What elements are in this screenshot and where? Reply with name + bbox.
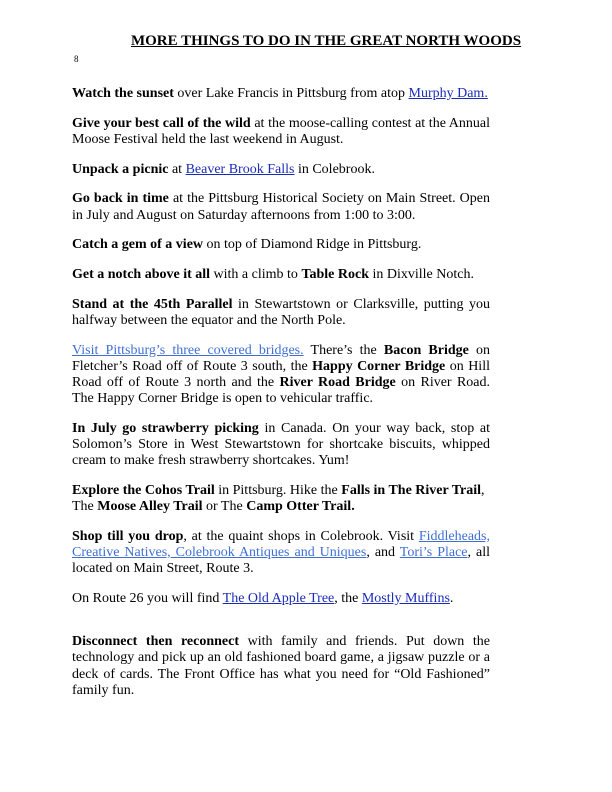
river-road-bridge-name: River Road Bridge xyxy=(279,374,396,390)
item-parallel xyxy=(72,297,490,329)
item-cohos xyxy=(72,483,490,515)
item-text: over Lake Francis in Pittsburg from atop xyxy=(173,86,409,101)
table-rock-name: Table Rock xyxy=(301,266,369,282)
item-text: in Colebrook. xyxy=(294,161,375,177)
item-lead: Watch the sunset xyxy=(72,86,174,101)
page-title: MORE THINGS TO DO IN THE GREAT NORTH WOODS xyxy=(130,33,522,49)
document-body xyxy=(72,86,490,712)
item-sunset xyxy=(72,86,490,102)
item-text: on top of Diamond Ridge in Pittsburg. xyxy=(203,237,422,253)
page-number: 8 xyxy=(74,54,79,64)
item-time xyxy=(72,191,490,223)
item-text: at xyxy=(168,161,186,177)
camp-otter-trail-name: Camp Otter Trail. xyxy=(246,499,355,515)
item-text: , The xyxy=(72,482,485,515)
item-lead: Explore the Cohos Trail xyxy=(72,482,215,498)
item-text: , at the quaint shops in Colebrook. Visit xyxy=(183,528,419,544)
item-disconnect xyxy=(72,634,490,699)
item-text: , the xyxy=(334,590,362,606)
item-bridges xyxy=(72,343,490,408)
item-picnic xyxy=(72,162,490,178)
bacon-bridge-name: Bacon Bridge xyxy=(383,342,469,358)
item-lead: Disconnect then reconnect xyxy=(72,634,239,650)
item-text: in Stewartstown or Clarksville, putting you halfway between the equator and the North Pole. xyxy=(72,296,490,328)
item-text: on River Road. The Happy Corner Bridge is open to vehicular traffic. xyxy=(72,374,490,407)
item-text: On Route 26 you will find xyxy=(72,590,223,606)
item-shop xyxy=(72,529,490,578)
item-text: in Canada. On your way back, stop at Solomon’s Store in West Stewartstown for shortcake biscuits, whipped cream to make fresh strawberry shortcakes. Yum! xyxy=(72,420,491,469)
falls-trail-name: Falls in The River Trail xyxy=(341,482,482,498)
item-lead: In July go strawberry picking xyxy=(72,420,259,436)
item-text: . xyxy=(449,590,454,606)
item-lead: Give your best call of the wild xyxy=(72,115,251,131)
item-route26 xyxy=(72,591,490,607)
happy-corner-bridge-name: Happy Corner Bridge xyxy=(312,358,446,374)
item-wild xyxy=(72,116,490,148)
item-lead: Get a notch above it all xyxy=(72,266,211,282)
item-lead: Shop till you drop xyxy=(72,528,184,544)
item-strawberry xyxy=(72,421,490,470)
murphy-dam-link[interactable]: Murphy Dam. xyxy=(408,86,488,101)
item-lead: Stand at the 45th Parallel xyxy=(72,296,233,312)
item-lead: Go back in time xyxy=(72,191,169,207)
item-text: or The xyxy=(202,499,247,515)
old-apple-tree-link[interactable]: The Old Apple Tree xyxy=(222,590,335,606)
item-text: There’s the xyxy=(303,342,384,358)
fiddleheads-link[interactable]: Fiddleheads, xyxy=(418,528,490,544)
item-text: in Dixville Notch. xyxy=(369,266,474,282)
item-text: on Hill Road off of Route 3 north and the xyxy=(72,358,490,390)
item-text: with family and friends. Put down the technology and pick up an old fashioned board game, a jigsaw puzzle or a deck of cards. The Front Office has what you need for “Old Fashioned” family fun. xyxy=(72,634,490,698)
item-notch xyxy=(72,267,490,283)
item-text: , all located on Main Street, Route 3. xyxy=(72,545,491,577)
item-text: at the Pittsburg Historical Society on Main Street. Open in July and August on Saturday afternoons from 1:00 to 3:00. xyxy=(72,191,490,223)
item-text: at the moose-calling contest at the Annual Moose Festival held the last weekend in August. xyxy=(72,115,490,147)
item-lead: Unpack a picnic xyxy=(72,161,169,177)
creative-natives-link[interactable]: Creative Natives, Colebrook Antiques and Uniques xyxy=(72,545,367,561)
moose-alley-trail-name: Moose Alley Trail xyxy=(97,499,203,515)
item-gem xyxy=(72,237,490,253)
item-text: in Pittsburg. Hike the xyxy=(214,482,342,498)
item-text: with a climb to xyxy=(210,266,302,282)
covered-bridges-link[interactable]: Visit Pittsburg’s three covered bridges. xyxy=(72,342,304,358)
mostly-muffins-link[interactable]: Mostly Muffins xyxy=(361,590,450,606)
item-lead: Catch a gem of a view xyxy=(72,237,204,253)
item-text: on Fletcher’s Road off of Route 3 south, the xyxy=(72,342,490,374)
beaver-brook-falls-link[interactable]: Beaver Brook Falls xyxy=(185,161,295,177)
item-text: , and xyxy=(366,545,400,561)
toris-place-link[interactable]: Tori’s Place xyxy=(399,545,468,561)
